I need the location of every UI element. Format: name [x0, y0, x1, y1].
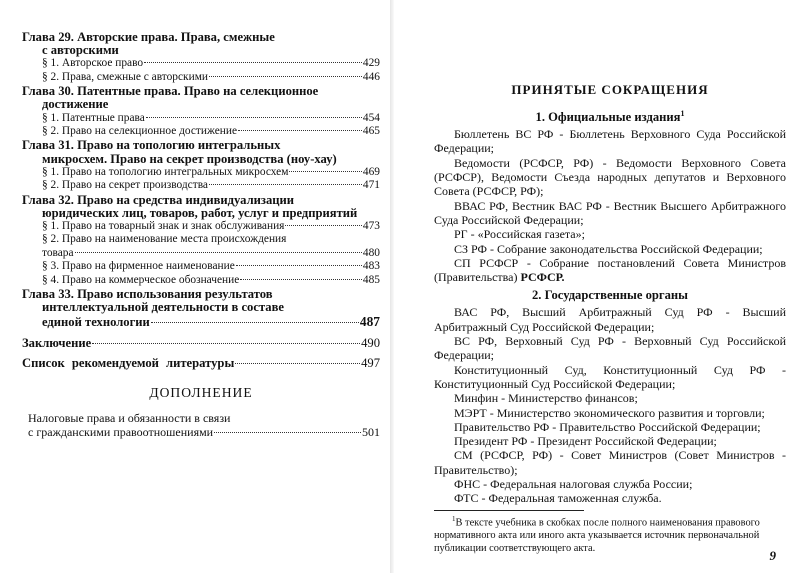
dot-leader: [209, 184, 362, 185]
toc-entry-title-cont: товара: [42, 246, 74, 259]
toc-entry-page: 446: [362, 70, 380, 83]
toc-entry-title: § 3. Право на фирменное наименование: [42, 260, 235, 273]
chapter-title-line: Глава 30. Патентные права. Право на селекционное: [22, 84, 319, 99]
chapter-title-line: Глава 32. Право на средства индивидуализации: [22, 192, 295, 207]
toc-entry-page: 480: [362, 246, 380, 259]
dot-leader: [144, 62, 362, 63]
footnote-separator: [434, 510, 584, 511]
toc-entry-title-cont: с гражданскими правоотношениями: [28, 424, 214, 439]
abbreviation-text: СП РСФСР - Собрание постановлений Совета Министров (Правительства): [434, 255, 786, 285]
abbreviation-entry: [434, 256, 786, 285]
toc-entry[interactable]: [22, 166, 380, 179]
toc-entry[interactable]: [22, 233, 380, 260]
chapter-title-line: единой технологии: [42, 314, 150, 329]
toc-literature[interactable]: [22, 355, 380, 371]
abbreviation-entry: МЭРТ - Министерство экономического развития и торговли;: [454, 405, 765, 420]
dot-leader: [289, 171, 361, 172]
chapter-heading[interactable]: [22, 288, 380, 329]
abbreviation-entry: Правительство РФ - Правительство Российской Федерации;: [454, 419, 761, 434]
toc-entry-title: Налоговые права и обязанности в связи: [28, 410, 231, 425]
chapter-title-line: Глава 29. Авторские права. Права, смежные: [22, 30, 275, 44]
toc-entry-title: § 1. Право на товарный знак и знак обслуживания: [42, 220, 285, 233]
abbreviation-entry: ВАС РФ, Высший Арбитражный Суд РФ - Высший Арбитражный Суд Российской Федерации;: [434, 305, 786, 334]
dot-leader: [146, 117, 362, 118]
dot-leader: [209, 76, 362, 77]
abbreviation-entry: Бюллетень ВС РФ - Бюллетень Верховного Суда Российской Федерации;: [434, 127, 786, 156]
toc-entry-title: § 4. Право на коммерческое обозначение: [42, 273, 240, 286]
abbreviation-entry: ВС РФ, Верховный Суд РФ - Верховный Суд Российской Федерации;: [434, 334, 786, 363]
toc-entry-page: 471: [362, 179, 380, 192]
abbreviation-bold: РСФСР.: [520, 270, 565, 285]
chapter-title-line: Глава 33. Право использования результатов: [22, 287, 273, 302]
toc-entry[interactable]: [22, 260, 380, 273]
toc-entry-title: § 2. Право на наименование места происхождения: [42, 233, 287, 246]
abbreviation-entry: Президент РФ - Президент Российской Федерации;: [454, 434, 717, 449]
toc-entry-title: § 1. Право на топологию интегральных микросхем: [42, 165, 289, 178]
left-page: [0, 0, 392, 573]
chapter-heading: [22, 31, 380, 57]
toc-entry-page: 429: [362, 57, 380, 70]
right-page: [392, 0, 800, 573]
toc-entry-page: 501: [362, 424, 380, 439]
dot-leader: [92, 343, 360, 344]
toc-entry-page: 465: [362, 125, 380, 138]
toc-entry-page: 490: [361, 335, 380, 350]
toc-entry-title: Заключение: [22, 335, 92, 350]
toc-entry[interactable]: [22, 220, 380, 233]
toc-entry-page: 485: [362, 273, 380, 286]
dot-leader: [235, 363, 360, 364]
toc-entry-page: 487: [359, 313, 380, 329]
toc-addendum-entry[interactable]: [22, 411, 380, 439]
abbreviation-entry: ФТС - Федеральная таможенная служба.: [454, 491, 662, 506]
toc-entry[interactable]: [22, 57, 380, 70]
toc-entry[interactable]: [22, 112, 380, 125]
toc-entry-page: 497: [361, 355, 380, 370]
toc-conclusion[interactable]: [22, 335, 380, 351]
chapter-title-line: достижение: [42, 97, 109, 112]
footnote: [434, 513, 786, 555]
toc-entry[interactable]: [22, 179, 380, 192]
section-heading-text: 1. Официальные издания: [535, 110, 681, 125]
chapter-heading: [22, 85, 380, 111]
abbreviations-title: ПРИНЯТЫЕ СОКРАЩЕНИЯ: [511, 82, 709, 97]
abbreviation-entry: СМ (РСФСР, РФ) - Совет Министров (Совет Министров - Правительство);: [434, 448, 786, 477]
toc-entry-title: Список рекомендуемой литературы: [22, 355, 235, 370]
toc-entry-title: § 2. Право на секрет производства: [42, 179, 208, 192]
abbreviation-entry: Минфин - Министерство финансов;: [454, 391, 638, 406]
dot-leader: [238, 130, 362, 131]
toc-entry-title: § 1. Патентные права: [42, 111, 145, 124]
dot-leader: [236, 265, 362, 266]
dot-leader: [285, 225, 361, 226]
toc-entry[interactable]: [22, 274, 380, 287]
chapter-title-line: с авторскими: [42, 43, 119, 58]
footnote-ref: 1: [680, 109, 685, 118]
toc-entry-page: 473: [362, 220, 380, 233]
abbreviation-entry: Ведомости (РСФСР, РФ) - Ведомости Верховного Совета (РСФСР), Ведомости Съезда народных депутатов и Верховного Совета (РСФСР, РФ);: [434, 155, 786, 199]
chapter-title-line: юридических лиц, товаров, работ, услуг и предприятий: [42, 205, 358, 220]
abbreviation-entry: ФНС - Федеральная налоговая служба России;: [454, 477, 693, 492]
dot-leader: [75, 252, 362, 253]
chapter-title-line: микросхем. Право на секрет производства (ноу-хау): [42, 151, 337, 166]
abbreviation-entry: РГ - «Российская газета»;: [454, 227, 585, 242]
chapter-heading: [22, 194, 380, 220]
footnote-mark: 1: [452, 514, 456, 523]
addendum-heading: ДОПОЛНЕНИЕ: [149, 384, 253, 400]
toc-entry-title: § 2. Права, смежные с авторскими: [42, 70, 208, 83]
section-heading: 2. Государственные органы: [531, 288, 689, 303]
chapter-heading: [22, 139, 380, 165]
abbreviation-entry: ВВАС РФ, Вестник ВАС РФ - Вестник Высшего Арбитражного Суда Российской Федерации;: [434, 198, 786, 227]
section-heading: [434, 109, 786, 125]
dot-leader: [214, 432, 361, 433]
toc-entry-page: 454: [362, 111, 380, 124]
toc-entry-title: § 1. Авторское право: [42, 57, 144, 70]
abbreviation-entry: СЗ РФ - Собрание законодательства Российской Федерации;: [454, 241, 763, 256]
toc-entry-title: § 2. Право на селекционное достижение: [42, 125, 238, 138]
abbreviation-entry: Конституционный Суд, Конституционный Суд РФ - Конституционный Суд Российской Федерации;: [434, 362, 786, 391]
footnote-text: В тексте учебника в скобках после полного наименования правового нормативного акта или иного акта указывается источник первоначальной публикации соответствующего акта.: [434, 517, 760, 555]
dot-leader: [240, 279, 362, 280]
toc-entry-page: 469: [362, 165, 380, 178]
toc-entry[interactable]: [22, 71, 380, 84]
page-number: 9: [769, 548, 776, 563]
chapter-title-line: Глава 31. Право на топологию интегральных: [22, 138, 281, 153]
dot-leader: [151, 322, 359, 323]
chapter-title-line: интеллектуальной деятельности в составе: [42, 300, 284, 315]
toc-entry[interactable]: [22, 125, 380, 138]
toc-entry-page: 483: [362, 260, 380, 273]
